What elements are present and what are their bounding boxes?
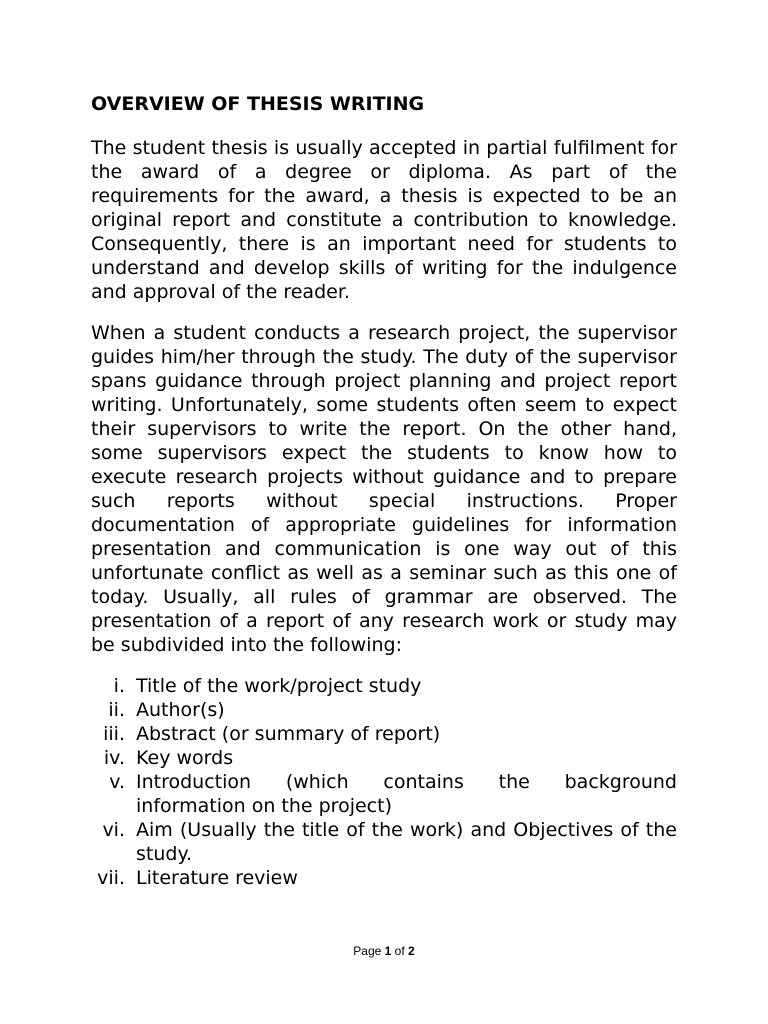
document-body: [91, 92, 677, 890]
list-item-text: Key words: [136, 747, 234, 769]
list-item: [91, 770, 677, 818]
of-label: of: [394, 944, 405, 958]
list-item-number: vi.: [102, 819, 125, 841]
list-item-number: vii.: [97, 867, 125, 889]
current-page-number: 1: [384, 944, 392, 958]
list-item: [91, 722, 677, 746]
list-item: [91, 698, 677, 722]
list-item: [91, 674, 677, 698]
list-item-text: Author(s): [136, 699, 225, 721]
page-label: Page: [353, 944, 382, 958]
list-item-number: i.: [113, 675, 125, 697]
list-item: [91, 818, 677, 866]
list-item-number: ii.: [108, 699, 125, 721]
list-item-text: Abstract (or summary of report): [136, 723, 441, 745]
report-sections-list: [91, 674, 677, 890]
list-item: [91, 746, 677, 770]
total-pages-number: 2: [408, 944, 415, 958]
document-title: OVERVIEW OF THESIS WRITING: [91, 93, 425, 115]
paragraph-supervision: When a student conducts a research project, the supervisor guides him/her through the study. The duty of the supervisor spans guidance through project planning and project report writing. Unfortunately, some students often seem to expect their supervisors to write the report. On the other hand, some supervisors expect the students to know how to execute research projects without guidance and to prepare such reports without special instructions. Proper documentation of appropriate guidelines for information presentation and communication is one way out of this unfortunate conflict as well as a seminar such as this one of today. Usually, all rules of grammar are observed. The presentation of a report of any research work or study may be subdivided into the following:: [91, 322, 677, 656]
page-footer: [0, 943, 768, 959]
list-item: [91, 866, 677, 890]
list-item-number: iii.: [103, 723, 125, 745]
list-item-number: v.: [109, 771, 125, 793]
list-item-text: Literature review: [136, 867, 298, 889]
list-item-text: Aim (Usually the title of the work) and Objectives of the study.: [136, 819, 677, 865]
list-item-text: Title of the work/project study: [136, 675, 422, 697]
list-item-number: iv.: [103, 747, 125, 769]
paragraph-intro: The student thesis is usually accepted in partial fulfilment for the award of a degree or diploma. As part of the requirements for the award, a thesis is expected to be an original report and constitute a contribution to knowledge. Consequently, there is an important need for students to understand and develop skills of writing for the indulgence and approval of the reader.: [91, 137, 677, 303]
list-item-text: Introduction (which contains the background information on the project): [136, 771, 677, 817]
